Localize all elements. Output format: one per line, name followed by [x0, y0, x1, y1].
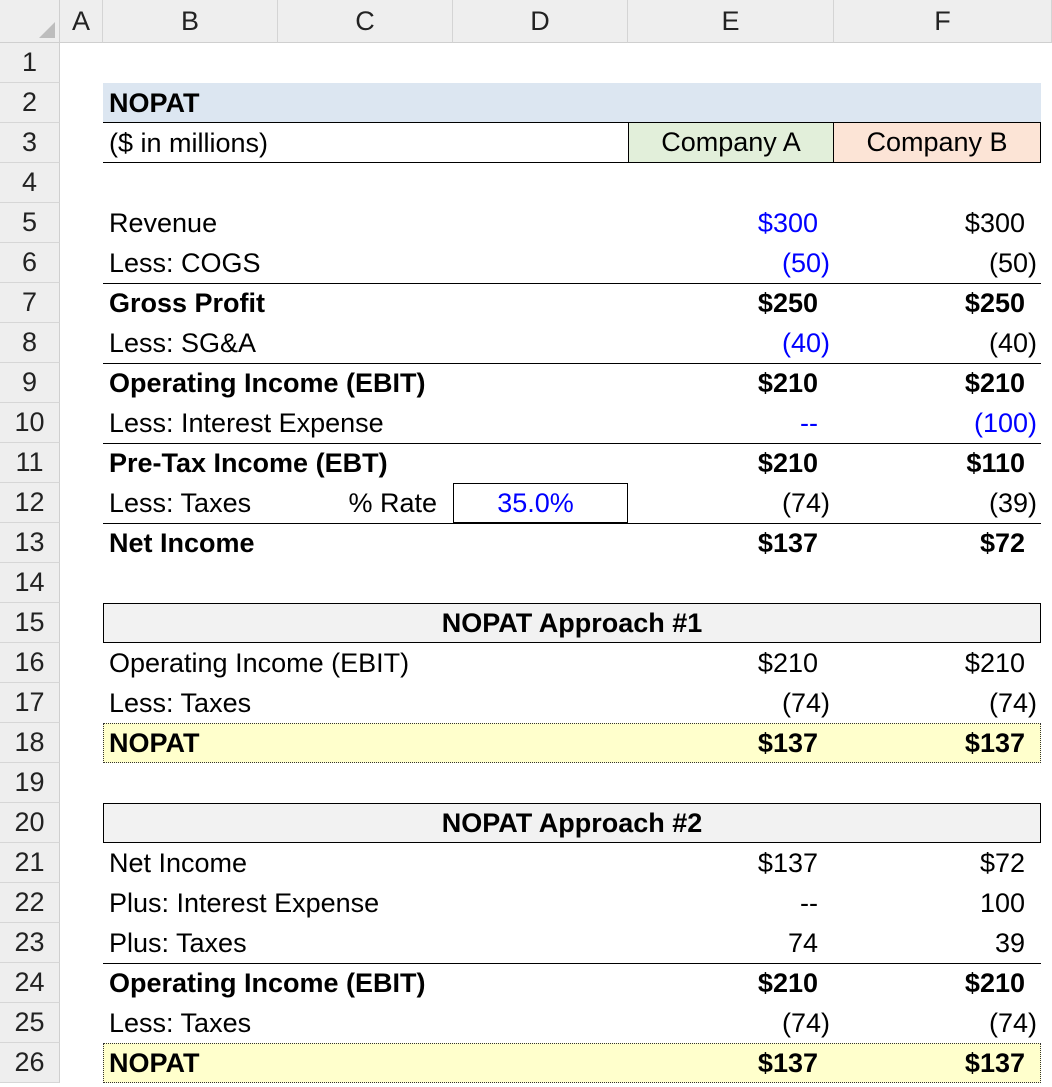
approach2-less-taxes-a[interactable]: (74)	[781, 1007, 830, 1038]
gross-profit-b[interactable]: $250	[964, 287, 1025, 318]
cogs-label[interactable]: Less: COGS	[109, 247, 261, 278]
approach1-nopat-label[interactable]: NOPAT	[109, 727, 200, 758]
approach2-ebit-a[interactable]: $210	[757, 967, 818, 998]
approach2-ebit-b[interactable]: $210	[964, 967, 1025, 998]
row-header[interactable]: 16	[0, 643, 60, 683]
approach2-net-income-label[interactable]: Net Income	[109, 847, 248, 878]
row-header[interactable]: 23	[0, 923, 60, 963]
approach1-ebit-a[interactable]: $210	[757, 647, 818, 678]
title-band	[103, 83, 1041, 123]
row-header[interactable]: 24	[0, 963, 60, 1003]
approach1-taxes-a[interactable]: (74)	[781, 687, 830, 718]
company-a-header[interactable]: Company A	[628, 123, 834, 163]
sga-a[interactable]: (40)	[781, 327, 830, 358]
ebt-label[interactable]: Pre-Tax Income (EBT)	[109, 447, 388, 478]
approach1-nopat-a[interactable]: $137	[757, 727, 818, 758]
gross-profit-label[interactable]: Gross Profit	[109, 287, 266, 318]
row-header[interactable]: 18	[0, 723, 60, 763]
column-header-a[interactable]: A	[60, 0, 103, 43]
tax-rate-label[interactable]: % Rate	[348, 487, 437, 518]
row-header[interactable]: 5	[0, 203, 60, 243]
column-header-e[interactable]: E	[628, 0, 834, 43]
interest-label[interactable]: Less: Interest Expense	[109, 407, 384, 438]
company-b-header[interactable]: Company B	[834, 123, 1041, 163]
net-income-label[interactable]: Net Income	[109, 527, 255, 558]
interest-a[interactable]: --	[800, 407, 818, 438]
column-header-f[interactable]: F	[834, 0, 1052, 43]
cogs-a[interactable]: (50)	[781, 247, 830, 278]
row-header[interactable]: 3	[0, 123, 60, 163]
taxes-label[interactable]: Less: Taxes	[109, 487, 252, 518]
approach2-header[interactable]: NOPAT Approach #2	[103, 803, 1041, 843]
revenue-a[interactable]: $300	[757, 207, 818, 238]
approach2-less-taxes-b[interactable]: (74)	[988, 1007, 1037, 1038]
row-header[interactable]: 13	[0, 523, 60, 563]
row-header[interactable]: 6	[0, 243, 60, 283]
units-label[interactable]: ($ in millions)	[109, 127, 269, 158]
taxes-b[interactable]: (39)	[988, 487, 1037, 518]
row-header[interactable]: 10	[0, 403, 60, 443]
approach2-taxes-a[interactable]: 74	[787, 927, 818, 958]
approach2-nopat-label[interactable]: NOPAT	[109, 1047, 200, 1078]
column-header-b[interactable]: B	[103, 0, 278, 43]
select-all-corner[interactable]	[0, 0, 60, 43]
approach2-nopat-a[interactable]: $137	[757, 1047, 818, 1078]
approach1-ebit-label[interactable]: Operating Income (EBIT)	[109, 647, 410, 678]
row-header[interactable]: 7	[0, 283, 60, 323]
approach2-nopat-b[interactable]: $137	[964, 1047, 1025, 1078]
approach2-taxes-b[interactable]: 39	[994, 927, 1025, 958]
approach2-net-income-b[interactable]: $72	[979, 847, 1025, 878]
row-header[interactable]: 17	[0, 683, 60, 723]
row-header[interactable]: 1	[0, 43, 60, 83]
row-header[interactable]: 25	[0, 1003, 60, 1043]
row-header[interactable]: 8	[0, 323, 60, 363]
cogs-b[interactable]: (50)	[988, 247, 1037, 278]
sga-label[interactable]: Less: SG&A	[109, 327, 257, 358]
approach2-net-income-a[interactable]: $137	[757, 847, 818, 878]
approach2-less-taxes-label[interactable]: Less: Taxes	[109, 1007, 252, 1038]
revenue-label[interactable]: Revenue	[109, 207, 218, 238]
approach2-interest-b[interactable]: 100	[979, 887, 1025, 918]
row-header[interactable]: 20	[0, 803, 60, 843]
gross-profit-a[interactable]: $250	[757, 287, 818, 318]
ebit-label[interactable]: Operating Income (EBIT)	[109, 367, 426, 398]
column-header-c[interactable]: C	[278, 0, 453, 43]
row-header[interactable]: 14	[0, 563, 60, 603]
interest-b[interactable]: (100)	[973, 407, 1037, 438]
sheet-title[interactable]: NOPAT	[109, 87, 200, 118]
sga-b[interactable]: (40)	[988, 327, 1037, 358]
ebit-a[interactable]: $210	[757, 367, 818, 398]
ebt-b[interactable]: $110	[966, 447, 1025, 478]
net-income-b[interactable]: $72	[979, 527, 1025, 558]
column-header-d[interactable]: D	[453, 0, 628, 43]
row-header[interactable]: 9	[0, 363, 60, 403]
approach2-taxes-label[interactable]: Plus: Taxes	[109, 927, 247, 958]
approach1-taxes-b[interactable]: (74)	[988, 687, 1037, 718]
approach1-ebit-b[interactable]: $210	[964, 647, 1025, 678]
row-header[interactable]: 4	[0, 163, 60, 203]
row-header[interactable]: 19	[0, 763, 60, 803]
row-header[interactable]: 21	[0, 843, 60, 883]
approach2-ebit-label[interactable]: Operating Income (EBIT)	[109, 967, 426, 998]
net-income-a[interactable]: $137	[757, 527, 818, 558]
revenue-b[interactable]: $300	[964, 207, 1025, 238]
row-header[interactable]: 22	[0, 883, 60, 923]
approach1-taxes-label[interactable]: Less: Taxes	[109, 687, 252, 718]
approach2-interest-label[interactable]: Plus: Interest Expense	[109, 887, 380, 918]
row-header[interactable]: 11	[0, 443, 60, 483]
ebit-b[interactable]: $210	[964, 367, 1025, 398]
approach1-header[interactable]: NOPAT Approach #1	[103, 603, 1041, 643]
select-all-triangle-icon	[39, 22, 55, 38]
approach1-nopat-b[interactable]: $137	[964, 727, 1025, 758]
taxes-a[interactable]: (74)	[781, 487, 830, 518]
row-header[interactable]: 26	[0, 1043, 60, 1083]
ebt-a[interactable]: $210	[757, 447, 818, 478]
row-header[interactable]: 12	[0, 483, 60, 523]
row-header[interactable]: 2	[0, 83, 60, 123]
tax-rate-input[interactable]: 35.0%	[453, 483, 628, 523]
approach2-interest-a[interactable]: --	[800, 887, 818, 918]
row-header[interactable]: 15	[0, 603, 60, 643]
